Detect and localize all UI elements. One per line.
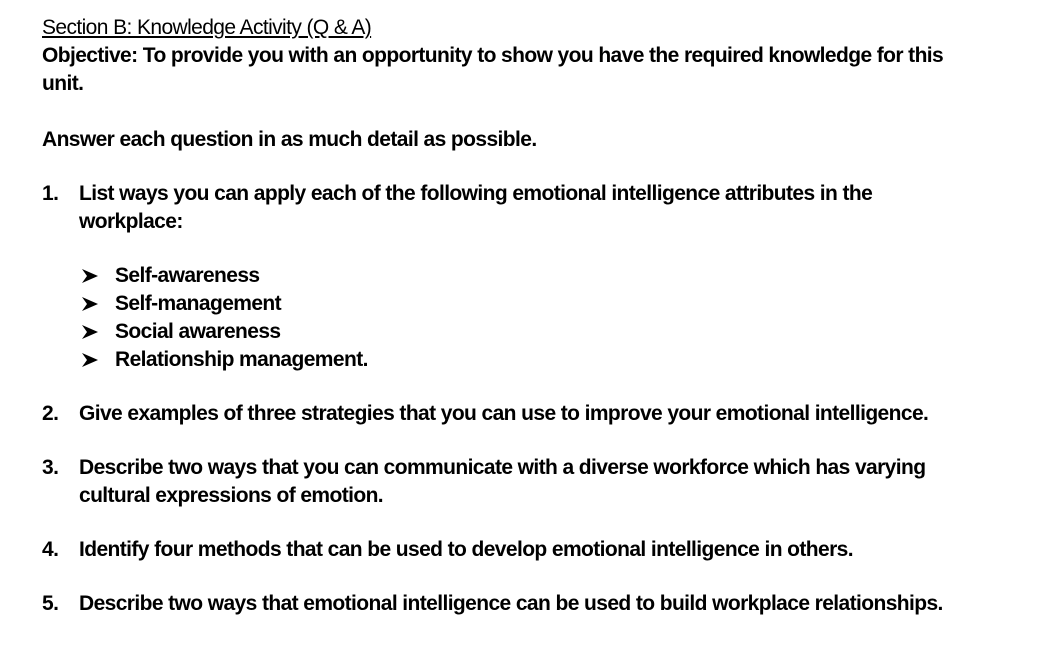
question-item [42, 400, 1022, 428]
question-text: Give examples of three strategies that you can use to improve your emotional intelligence. [79, 402, 929, 425]
question-item [42, 454, 1022, 510]
objective-text: Objective: To provide you with an opportunity to show you have the required knowledge for this unit. [42, 44, 944, 95]
question-item [42, 536, 1022, 564]
section-title: Section B: Knowledge Activity (Q & A) [42, 16, 372, 39]
question-list [42, 180, 1022, 618]
question-number: 1. [42, 182, 59, 205]
attribute-item [79, 262, 1022, 290]
arrowhead-bullet-icon [81, 296, 99, 312]
attribute-item [79, 318, 1022, 346]
question-number: 3. [42, 456, 59, 479]
attribute-label: Social awareness [115, 320, 281, 343]
attribute-item [79, 290, 1022, 318]
question-text: Identify four methods that can be used to develop emotional intelligence in others. [79, 538, 853, 561]
question-item [42, 180, 1022, 374]
arrowhead-bullet-icon [81, 268, 99, 284]
question-item [42, 590, 1022, 618]
arrowhead-bullet-icon [81, 324, 99, 340]
question-number: 5. [42, 592, 59, 615]
attribute-label: Self-awareness [115, 264, 260, 287]
arrowhead-bullet-icon [81, 352, 99, 368]
attribute-item [79, 346, 1022, 374]
question-number: 4. [42, 538, 59, 561]
attribute-label: Self-management [115, 292, 282, 315]
attribute-label: Relationship management. [115, 348, 368, 371]
question-text: List ways you can apply each of the following emotional intelligence attributes in the workplace: [79, 182, 873, 233]
question-number: 2. [42, 402, 59, 425]
question-text: Describe two ways that emotional intelligence can be used to build workplace relationships. [79, 592, 943, 615]
question-text: Describe two ways that you can communicate with a diverse workforce which has varying cultural expressions of emotion. [79, 456, 926, 507]
instruction-text: Answer each question in as much detail as possible. [42, 128, 537, 151]
document-page [42, 14, 1022, 644]
attribute-list [79, 262, 1022, 374]
